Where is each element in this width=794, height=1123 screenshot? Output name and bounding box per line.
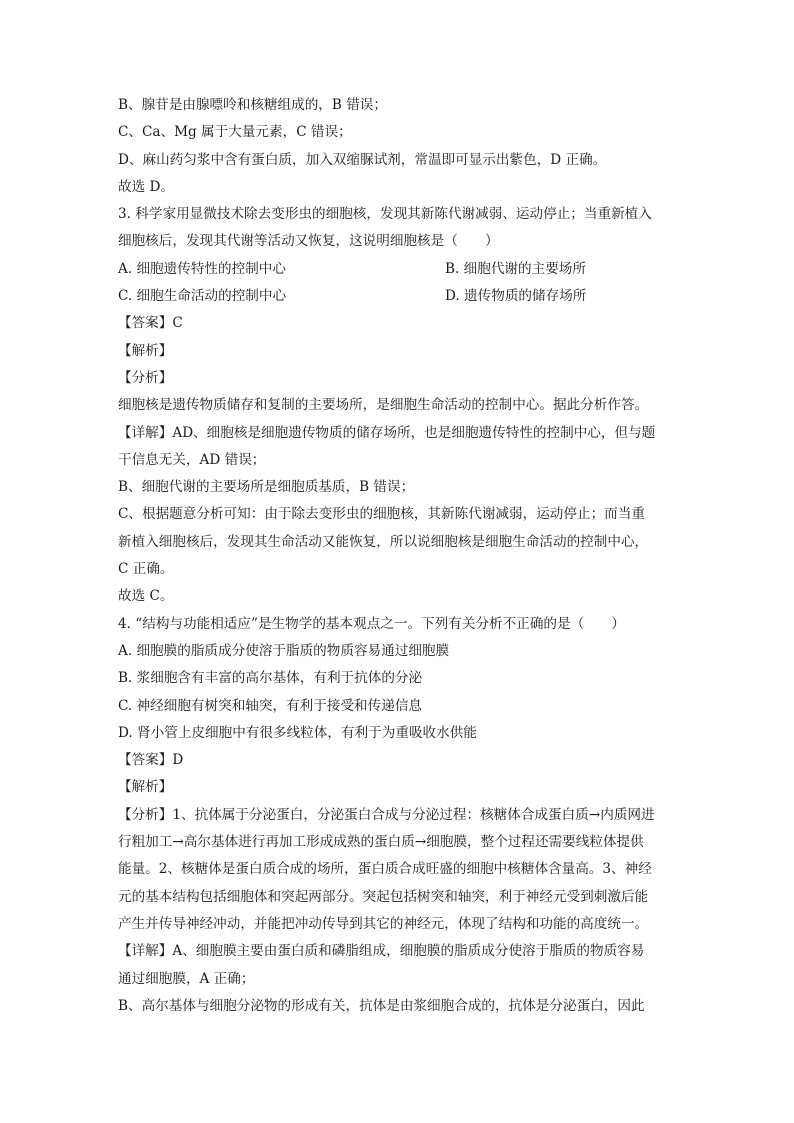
answer-tag: 【答案】 bbox=[118, 752, 173, 769]
detail-text: 通过细胞膜，A 正确； bbox=[118, 970, 255, 987]
fenxi-text: 1、抗体属于分泌蛋白，分泌蛋白合成与分泌过程：核糖体合成蛋白质→内质网进 bbox=[172, 806, 655, 823]
detail-tag: 【详解】 bbox=[118, 943, 173, 960]
option-d: D. 遗传物质的储存场所 bbox=[445, 288, 587, 305]
analysis-tag: 【解析】 bbox=[118, 342, 173, 359]
question-3-options-row-2 bbox=[118, 283, 678, 310]
question-3-stem: 细胞核后，发现其代谢等活动又恢复，这说明细胞核是（ ） bbox=[118, 233, 499, 250]
fenxi-text: 细胞核是遗传物质储存和复制的主要场所，是细胞生命活动的控制中心。据此分析作答。 bbox=[118, 397, 649, 414]
detail-line bbox=[118, 938, 678, 965]
detail-tag: 【详解】 bbox=[118, 424, 173, 441]
detail-text: C 正确。 bbox=[118, 561, 174, 578]
option-c: C. 神经细胞有树突和轴突，有利于接受和传递信息 bbox=[118, 697, 423, 714]
answer-value: D bbox=[172, 752, 184, 769]
answer-line bbox=[118, 310, 678, 337]
option-b: B. 细胞代谢的主要场所 bbox=[445, 260, 586, 277]
text-line: B、腺苷是由腺嘌呤和核糖组成的，B 错误； bbox=[118, 97, 387, 113]
answer-value: C bbox=[172, 315, 183, 332]
option-b: B. 浆细胞含有丰富的高尔基体，有利于抗体的分泌 bbox=[118, 670, 423, 687]
fenxi-text: 行粗加工→高尔基体进行再加工形成成熟的蛋白质→细胞膜，整个过程还需要线粒体提供 bbox=[118, 834, 644, 851]
document-page bbox=[118, 92, 678, 1020]
text-line: 故选 D。 bbox=[118, 178, 175, 195]
analysis-tag: 【解析】 bbox=[118, 779, 173, 796]
fenxi-tag: 【分析】 bbox=[118, 806, 173, 823]
detail-text: 干信息无关，AD 错误； bbox=[118, 451, 266, 468]
text-line: D、麻山药匀浆中含有蛋白质，加入双缩脲试剂，常温即可显示出紫色，D 正确。 bbox=[118, 151, 607, 168]
detail-text: AD、细胞核是细胞遗传物质的储存场所，也是细胞遗传特性的控制中心，但与题 bbox=[172, 424, 656, 441]
answer-line bbox=[118, 747, 678, 774]
detail-line bbox=[118, 420, 678, 447]
fenxi-text: 元的基本结构包括细胞体和突起两部分。突起包括树突和轴突，利于神经元受到刺激后能 bbox=[118, 888, 649, 905]
fenxi-tag: 【分析】 bbox=[118, 369, 173, 386]
detail-text: C、根据题意分析可知：由于除去变形虫的细胞核，其新陈代谢减弱，运动停止；而当重 bbox=[118, 506, 645, 523]
answer-tag: 【答案】 bbox=[118, 315, 173, 332]
option-d: D. 肾小管上皮细胞中有很多线粒体，有利于为重吸收水供能 bbox=[118, 724, 477, 741]
detail-text: A、细胞膜主要由蛋白质和磷脂组成，细胞膜的脂质成分使溶于脂质的物质容易 bbox=[172, 943, 645, 960]
detail-text: B、细胞代谢的主要场所是细胞质基质，B 错误； bbox=[118, 479, 415, 496]
text-line: C、Ca、Mg 属于大量元素，C 错误； bbox=[118, 124, 352, 141]
option-a: A. 细胞遗传特性的控制中心 bbox=[118, 260, 286, 277]
detail-text: 新植入细胞核后，发现其生命活动又能恢复，所以说细胞核是细胞生命活动的控制中心， bbox=[118, 533, 649, 550]
fenxi-text: 产生并传导神经冲动，并能把冲动传导到其它的神经元，体现了结构和功能的高度统一。 bbox=[118, 915, 649, 932]
detail-text: B、高尔基体与细胞分泌物的形成有关，抗体是由浆细胞合成的，抗体是分泌蛋白，因此 bbox=[118, 997, 645, 1014]
conclusion: 故选 C。 bbox=[118, 588, 174, 605]
question-3-stem: 3. 科学家用显微技术除去变形虫的细胞核，发现其新陈代谢减弱、运动停止；当重新植入 bbox=[118, 206, 652, 223]
question-3-options-row-1 bbox=[118, 256, 678, 283]
fenxi-text: 能量。2、核糖体是蛋白质合成的场所，蛋白质合成旺盛的细胞中核糖体含量高。3、神经 bbox=[118, 861, 652, 878]
fenxi-line bbox=[118, 802, 678, 829]
option-a: A. 细胞膜的脂质成分使溶于脂质的物质容易通过细胞膜 bbox=[118, 642, 450, 659]
question-4-stem: 4. “结构与功能相适应”是生物学的基本观点之一。下列有关分析不正确的是（ ） bbox=[118, 615, 625, 632]
option-c: C. 细胞生命活动的控制中心 bbox=[118, 288, 287, 305]
